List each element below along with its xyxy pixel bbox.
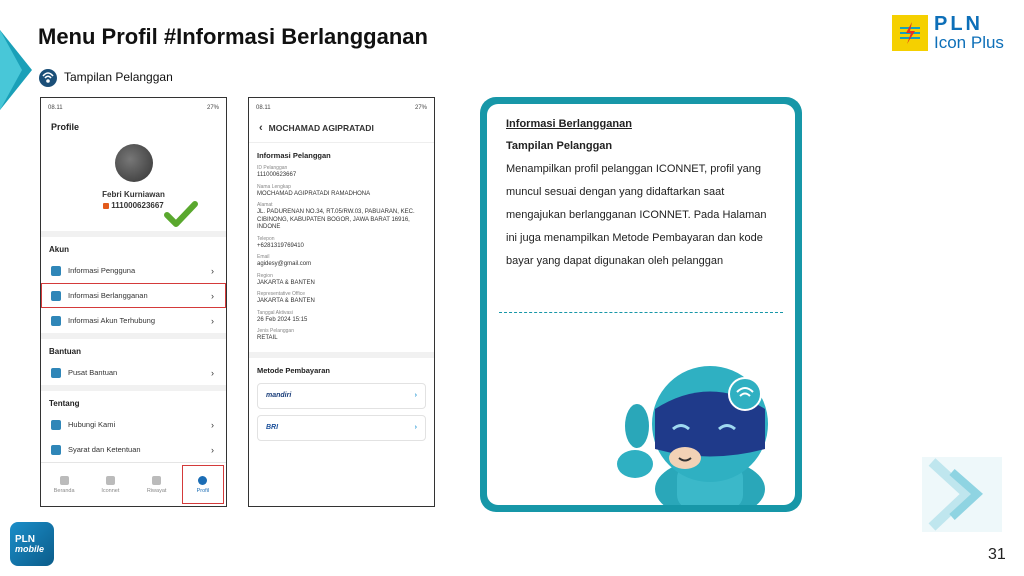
chevron-right-icon: ›	[211, 265, 214, 276]
customer-name-header: MOCHAMAD AGIPRATADI	[268, 123, 374, 133]
status-time: 08.11	[256, 105, 271, 111]
field-telepon: Telepon +6281319769410	[257, 235, 304, 249]
chevron-right-icon: ›	[414, 392, 417, 399]
corner-decoration-inner	[0, 30, 22, 110]
chevron-right-icon: ›	[211, 290, 214, 301]
id-icon	[103, 203, 109, 209]
subscription-icon	[51, 291, 61, 301]
field-nama-lengkap: Nama Lengkap MOCHAMAD AGIPRATADI RAMADHONA	[257, 183, 371, 197]
field-tanggal-aktivasi: Tanggal Aktivasi 26 Feb 2024 15:15	[257, 309, 308, 323]
menu-item-hubungi-kami[interactable]: Hubungi Kami ›	[41, 412, 226, 437]
info-card	[480, 97, 802, 512]
menu-item-syarat-ketentuan[interactable]: Syarat dan Ketentuan ›	[41, 437, 226, 462]
section-akun: Akun	[49, 245, 69, 254]
chevron-arrows-decoration	[922, 457, 1002, 532]
section-bantuan: Bantuan	[49, 347, 81, 356]
home-icon	[60, 476, 69, 485]
pln-icon-plus-logo	[892, 14, 1004, 51]
field-id-pelanggan: ID Pelanggan 111000623667	[257, 165, 297, 178]
slide-title: Menu Profil #Informasi Berlangganan	[38, 24, 428, 49]
iconnet-icon	[106, 476, 115, 485]
profile-name: Febri Kurniawan	[102, 190, 165, 199]
info-card-body	[487, 104, 795, 505]
subtitle-text: Tampilan Pelanggan	[64, 70, 173, 84]
avatar	[115, 144, 153, 182]
field-alamat: Alamat JL. PADURENAN NO.34, RT.05/RW.03, PABUARAN, KEC. CIBINONG, KABUPATEN BOGOR, JAWA BARAT 16916, INDONE	[257, 202, 415, 230]
pln-mobile-app-icon: PLN mobile	[10, 522, 54, 566]
menu-item-informasi-berlangganan[interactable]: Informasi Berlangganan ›	[41, 283, 226, 308]
menu-item-akun-terhubung[interactable]: Informasi Akun Terhubung ›	[41, 308, 226, 333]
field-representative-office: Representative Office JAKARTA & BANTEN	[257, 291, 315, 304]
section-informasi-pelanggan: Informasi Pelanggan	[257, 151, 331, 160]
page-title: Profile	[51, 122, 80, 132]
customer-info-screen	[248, 97, 435, 507]
status-bar	[41, 98, 226, 118]
field-email: Email agidesy@gmail.com	[257, 254, 312, 267]
profile-screen	[40, 97, 227, 507]
status-bar	[249, 98, 434, 118]
mascot-robot-illustration	[615, 354, 795, 505]
section-metode-pembayaran: Metode Pembayaran	[257, 365, 330, 375]
card-subheading: Tampilan Pelanggan	[506, 140, 613, 152]
bottom-nav	[41, 462, 226, 506]
payment-option-mandiri[interactable]: mandiri ›	[257, 383, 426, 409]
field-region: Region JAKARTA & BANTEN	[257, 272, 315, 286]
chevron-right-icon: ›	[211, 367, 214, 378]
status-time: 08.11	[48, 105, 63, 111]
card-paragraph: Menampilkan profil pelanggan ICONNET, profil yang muncul sesuai dengan yang didaftarkan saat mengajukan berlangganan ICONNET. Pada Halaman ini juga menampilkan Metode Pembayaran dan kode bayar yang dapat digunakan oleh pelanggan	[506, 163, 767, 267]
contact-icon	[51, 420, 61, 430]
history-icon	[152, 476, 161, 485]
chevron-right-icon: ›	[211, 315, 214, 326]
screen-header	[249, 118, 434, 143]
nav-beranda[interactable]: Beranda	[41, 463, 87, 506]
profile-id: 111000623667	[103, 201, 164, 210]
chevron-right-icon: ›	[211, 444, 214, 455]
wifi-user-icon	[38, 66, 58, 88]
pln-lightning-icon	[892, 15, 928, 51]
user-icon	[51, 266, 61, 276]
profile-icon	[198, 476, 207, 485]
nav-profil[interactable]: Profil	[180, 463, 226, 506]
chevron-right-icon: ›	[211, 419, 214, 430]
menu-item-pusat-bantuan[interactable]: Pusat Bantuan ›	[41, 360, 226, 385]
status-battery: 27%	[414, 105, 427, 111]
field-jenis-pelanggan: Jenis Pelanggan RETAIL	[257, 328, 294, 341]
payment-option-bri[interactable]: BRI ›	[257, 415, 426, 441]
card-heading: Informasi Berlangganan	[506, 118, 632, 130]
nav-riwayat[interactable]: Riwayat	[134, 463, 180, 506]
dashed-divider	[499, 312, 783, 313]
check-icon	[164, 200, 198, 228]
profile-header	[41, 136, 226, 231]
page-number: 31	[988, 546, 1006, 563]
terms-icon	[51, 445, 61, 455]
logo-brand: PLN	[934, 13, 983, 35]
section-tentang: Tentang	[49, 399, 80, 408]
back-arrow-icon[interactable]: ‹	[259, 122, 263, 134]
logo-sub: Icon Plus	[934, 33, 1004, 52]
chevron-right-icon: ›	[414, 424, 417, 431]
status-battery: 27%	[206, 105, 219, 111]
linked-account-icon	[51, 316, 61, 326]
nav-iconnet[interactable]: Iconnet	[87, 463, 133, 506]
subtitle	[38, 66, 173, 88]
help-icon	[51, 368, 61, 378]
menu-item-informasi-pengguna[interactable]: Informasi Pengguna ›	[41, 258, 226, 283]
